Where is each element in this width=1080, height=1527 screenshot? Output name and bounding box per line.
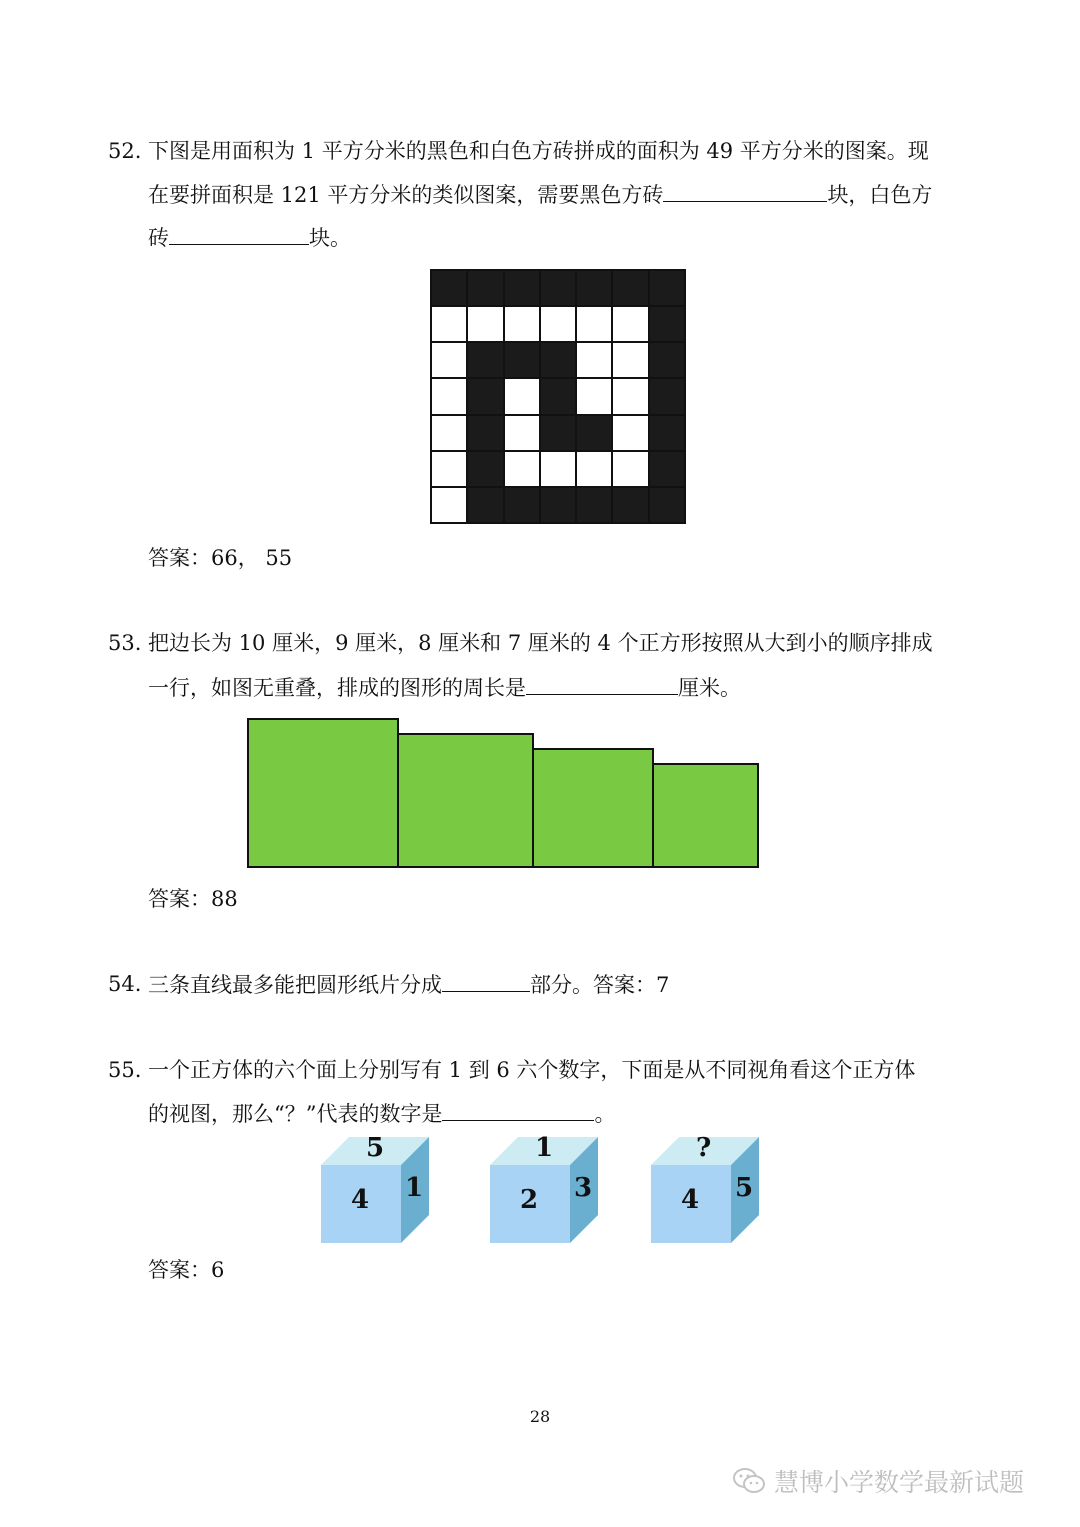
square-9cm [397,733,534,868]
cube-top-number: 1 [535,1133,554,1163]
cube-top-number: 5 [366,1133,385,1163]
q52-line2-tail: 块，白色方 [827,183,933,207]
white-tile [432,416,466,450]
q52-line2-text: 在要拼面积是 121 平方分米的类似图案，需要黑色方砖 [148,183,664,207]
white-tile [468,307,502,341]
q55-number: 55. [108,1058,142,1082]
q53-answer: 答案：88 [148,887,238,911]
watermark [732,1463,1024,1499]
white-tile [505,416,539,450]
q53-line2 [148,672,741,703]
q55-line2 [148,1098,615,1129]
q52-line3 [148,222,351,253]
black-tile [541,488,575,522]
q53-line1: 把边长为 10 厘米，9 厘米，8 厘米和 7 厘米的 4 个正方形按照从大到小的顺序排成 [148,631,933,655]
white-tile [432,343,466,377]
black-tile [541,343,575,377]
tile-pattern-grid [430,269,686,524]
q55-blank[interactable] [442,1098,594,1121]
q54-number: 54. [108,972,142,996]
black-tile [468,452,502,486]
q52-line3-tail: 块。 [309,226,351,250]
q54-line [148,969,669,1000]
black-tile [577,416,611,450]
cube-side-number: 5 [735,1173,754,1203]
black-tile [650,271,684,305]
q52-number: 52. [108,139,142,163]
q52-line3-text: 砖 [148,226,169,250]
black-tile [613,271,647,305]
q53-line2-text: 一行，如图无重叠，排成的图形的周长是 [148,676,526,700]
page-number: 28 [529,1407,551,1426]
q52-line1: 下图是用面积为 1 平方分米的黑色和白色方砖拼成的面积为 49 平方分米的图案。现 [148,139,929,163]
black-tile [650,416,684,450]
black-tile [468,271,502,305]
white-tile [432,379,466,413]
cube-side-number: 1 [405,1173,424,1203]
square-10cm [247,718,399,868]
black-tile [613,488,647,522]
white-tile [613,416,647,450]
q54-tail: 部分。答案：7 [530,973,670,997]
square-7cm [652,763,759,868]
q55-answer: 答案：6 [148,1258,225,1282]
q55-line2-tail: 。 [594,1102,616,1126]
white-tile [505,452,539,486]
black-tile [577,271,611,305]
q53-number: 53. [108,631,142,655]
white-tile [541,307,575,341]
cube-top-number: ? [696,1133,712,1163]
black-tile [577,488,611,522]
white-tile [613,307,647,341]
q53-line2-tail: 厘米。 [678,676,741,700]
white-tile [432,452,466,486]
q52-blank-white[interactable] [169,222,309,245]
black-tile [650,343,684,377]
q52-line2 [148,179,932,210]
black-tile [468,416,502,450]
q55-line2-text: 的视图，那么“？”代表的数字是 [148,1102,443,1126]
watermark-text: 慧博小学数学最新试题 [774,1468,1025,1497]
cube-side-number: 3 [574,1173,593,1203]
q52-answer: 答案：66， 55 [148,546,293,570]
cube-front-number: 4 [351,1185,370,1215]
black-tile [505,343,539,377]
white-tile [432,307,466,341]
white-tile [613,379,647,413]
q52-blank-black[interactable] [663,179,827,202]
black-tile [541,379,575,413]
white-tile [577,343,611,377]
black-tile [505,488,539,522]
q54-text: 三条直线最多能把圆形纸片分成 [148,973,442,997]
black-tile [541,416,575,450]
black-tile [505,271,539,305]
square-8cm [532,748,654,868]
white-tile [577,307,611,341]
black-tile [468,343,502,377]
q55-line1: 一个正方体的六个面上分别写有 1 到 6 六个数字，下面是从不同视角看这个正方体 [148,1058,916,1082]
black-tile [468,379,502,413]
cube-front-number: 2 [520,1185,539,1215]
cube-front-number: 4 [681,1185,700,1215]
wechat-icon [732,1467,766,1495]
white-tile [613,452,647,486]
q53-blank-perimeter[interactable] [526,672,678,695]
black-tile [432,271,466,305]
black-tile [650,488,684,522]
white-tile [577,379,611,413]
white-tile [541,452,575,486]
white-tile [613,343,647,377]
q54-blank[interactable] [442,969,530,992]
white-tile [505,379,539,413]
black-tile [650,452,684,486]
white-tile [432,488,466,522]
black-tile [541,271,575,305]
black-tile [468,488,502,522]
white-tile [577,452,611,486]
black-tile [650,307,684,341]
white-tile [505,307,539,341]
black-tile [650,379,684,413]
